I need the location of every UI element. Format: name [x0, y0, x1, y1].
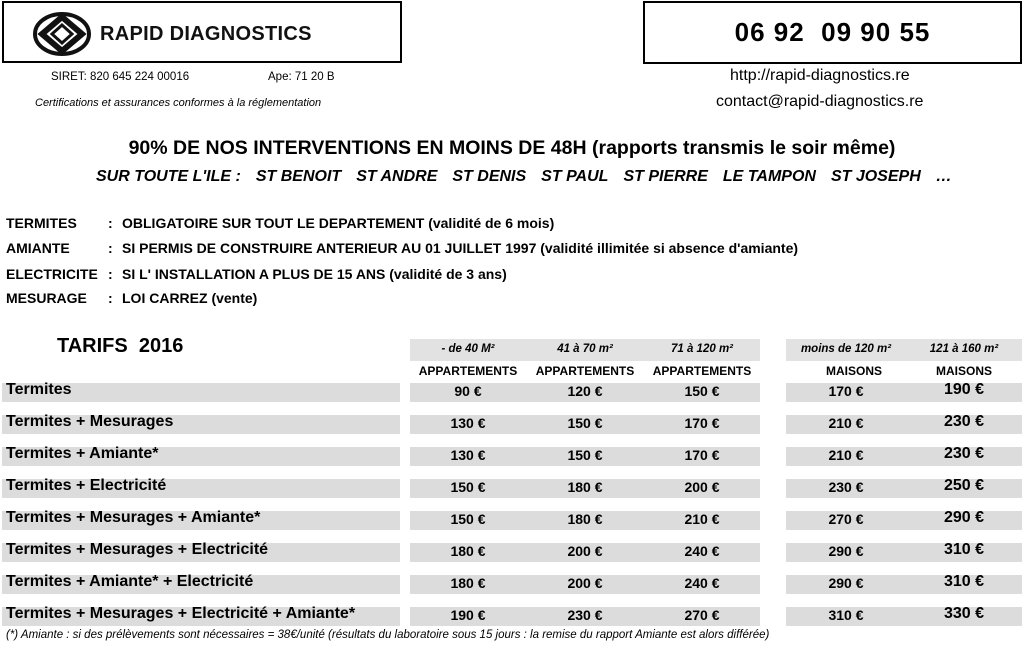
price-cell: 180 €: [567, 511, 603, 527]
row-label: Termites + Electricité: [6, 477, 167, 494]
price-cell: 210 €: [684, 511, 720, 527]
price-cell: 250 €: [943, 477, 985, 494]
price-cell: 150 €: [567, 447, 603, 463]
regulation-mesurage: [6, 290, 257, 306]
price-cell: 270 €: [684, 607, 720, 623]
price-cell: 230 €: [943, 445, 985, 462]
price-cell: 180 €: [450, 575, 486, 591]
price-cell: 170 €: [828, 383, 864, 399]
email-link[interactable]: contact@rapid-diagnostics.re: [716, 93, 924, 110]
column-type-4: MAISONS: [825, 364, 882, 378]
pricing-title: TARIFS 2016: [57, 335, 184, 357]
headline: 90% DE NOS INTERVENTIONS EN MOINS DE 48H (rapports transmis le soir même): [128, 137, 896, 159]
price-cell: 290 €: [828, 575, 864, 591]
price-cell: 150 €: [450, 511, 486, 527]
price-cell: 200 €: [567, 543, 603, 559]
ape-code: Ape: 71 20 B: [268, 71, 335, 83]
column-size-5: 121 à 160 m²: [929, 343, 999, 355]
zone-item: ST BENOIT: [255, 168, 342, 185]
price-cell: 240 €: [684, 543, 720, 559]
price-cell: 240 €: [684, 575, 720, 591]
row-label: Termites + Mesurages: [6, 413, 174, 430]
price-cell: 270 €: [828, 511, 864, 527]
price-cell: 130 €: [450, 415, 486, 431]
column-size-2: 41 à 70 m²: [557, 343, 613, 355]
zone-item: ST ANDRE: [356, 168, 438, 185]
regulation-sep: :: [108, 240, 113, 256]
zone-item: ST PAUL: [541, 168, 609, 185]
regulation-sep: :: [108, 290, 113, 306]
price-cell: 210 €: [828, 415, 864, 431]
price-cell: 150 €: [567, 415, 603, 431]
price-cell: 190 €: [943, 381, 985, 398]
zone-item: ST DENIS: [452, 168, 527, 185]
price-cell: 310 €: [943, 573, 985, 590]
price-cell: 330 €: [943, 605, 985, 622]
price-cell: 180 €: [567, 479, 603, 495]
price-cell: 170 €: [684, 415, 720, 431]
column-type-2: APPARTEMENTS: [535, 364, 635, 378]
price-cell: 310 €: [828, 607, 864, 623]
price-cell: 150 €: [450, 479, 486, 495]
price-cell: 90 €: [454, 383, 482, 399]
regulation-electricite: [6, 266, 507, 282]
certification-note: Certifications et assurances conformes à la réglementation: [35, 97, 322, 109]
column-size-1: - de 40 M²: [441, 343, 495, 355]
price-cell: 120 €: [567, 383, 603, 399]
regulation-name: ELECTRICITE: [6, 266, 98, 282]
logo-box: [2, 1, 402, 63]
column-type-3: APPARTEMENTS: [652, 364, 752, 378]
price-cell: 310 €: [943, 541, 985, 558]
website-link[interactable]: http://rapid-diagnostics.re: [730, 67, 910, 84]
row-label: Termites + Amiante* + Electricité: [6, 573, 254, 590]
price-cell: 170 €: [684, 447, 720, 463]
row-label: Termites + Mesurages + Electricité: [6, 541, 269, 558]
zone-item: ST JOSEPH: [830, 168, 921, 185]
zones-prefix: SUR TOUTE L'ILE :: [96, 168, 241, 185]
column-size-3: 71 à 120 m²: [670, 343, 733, 355]
regulation-text: SI PERMIS DE CONSTRUIRE ANTERIEUR AU 01 JUILLET 1997 (validité illimitée si absence d'amiante): [122, 240, 799, 256]
price-cell: 200 €: [567, 575, 603, 591]
brand-logo-icon: [32, 11, 92, 57]
zone-item: …: [935, 168, 952, 185]
price-cell: 190 €: [450, 607, 486, 623]
regulation-sep: :: [108, 266, 113, 282]
price-cell: 230 €: [828, 479, 864, 495]
phone-number[interactable]: 06 92 09 90 55: [734, 17, 931, 47]
column-type-5: MAISONS: [935, 364, 992, 378]
row-label: Termites: [6, 381, 72, 398]
regulation-text: SI L' INSTALLATION A PLUS DE 15 ANS (validité de 3 ans): [122, 266, 507, 282]
row-label: Termites + Amiante*: [6, 445, 159, 462]
regulation-text: OBLIGATOIRE SUR TOUT LE DEPARTEMENT (validité de 6 mois): [122, 215, 555, 231]
regulation-termites: [6, 215, 554, 231]
column-type-1: APPARTEMENTS: [418, 364, 518, 378]
row-label: Termites + Mesurages + Amiante*: [6, 509, 261, 526]
phone-box: [643, 1, 1022, 64]
price-cell: 130 €: [450, 447, 486, 463]
regulation-amiante: [6, 240, 798, 256]
price-cell: 230 €: [567, 607, 603, 623]
zone-item: LE TAMPON: [722, 168, 816, 185]
price-cell: 180 €: [450, 543, 486, 559]
service-zones: [96, 168, 967, 186]
row-label: Termites + Mesurages + Electricité + Amiante*: [6, 605, 356, 622]
price-cell: 230 €: [943, 413, 985, 430]
brand-name: RAPID DIAGNOSTICS: [100, 23, 312, 45]
regulation-text: LOI CARREZ (vente): [122, 290, 258, 306]
price-cell: 150 €: [684, 383, 720, 399]
regulation-name: TERMITES: [6, 215, 77, 231]
siret-number: SIRET: 820 645 224 00016: [51, 71, 190, 83]
price-cell: 200 €: [684, 479, 720, 495]
price-cell: 290 €: [943, 509, 985, 526]
column-size-4: moins de 120 m²: [800, 343, 892, 355]
footnote: (*) Amiante : si des prélèvements sont nécessaires = 38€/unité (résultats du laboratoire sous 15 jours : la remise du rapport Amiante est alors différée): [6, 629, 770, 641]
regulation-name: AMIANTE: [6, 240, 70, 256]
price-cell: 210 €: [828, 447, 864, 463]
regulation-name: MESURAGE: [6, 290, 87, 306]
regulation-sep: :: [108, 215, 113, 231]
zone-item: ST PIERRE: [623, 168, 708, 185]
price-cell: 290 €: [828, 543, 864, 559]
